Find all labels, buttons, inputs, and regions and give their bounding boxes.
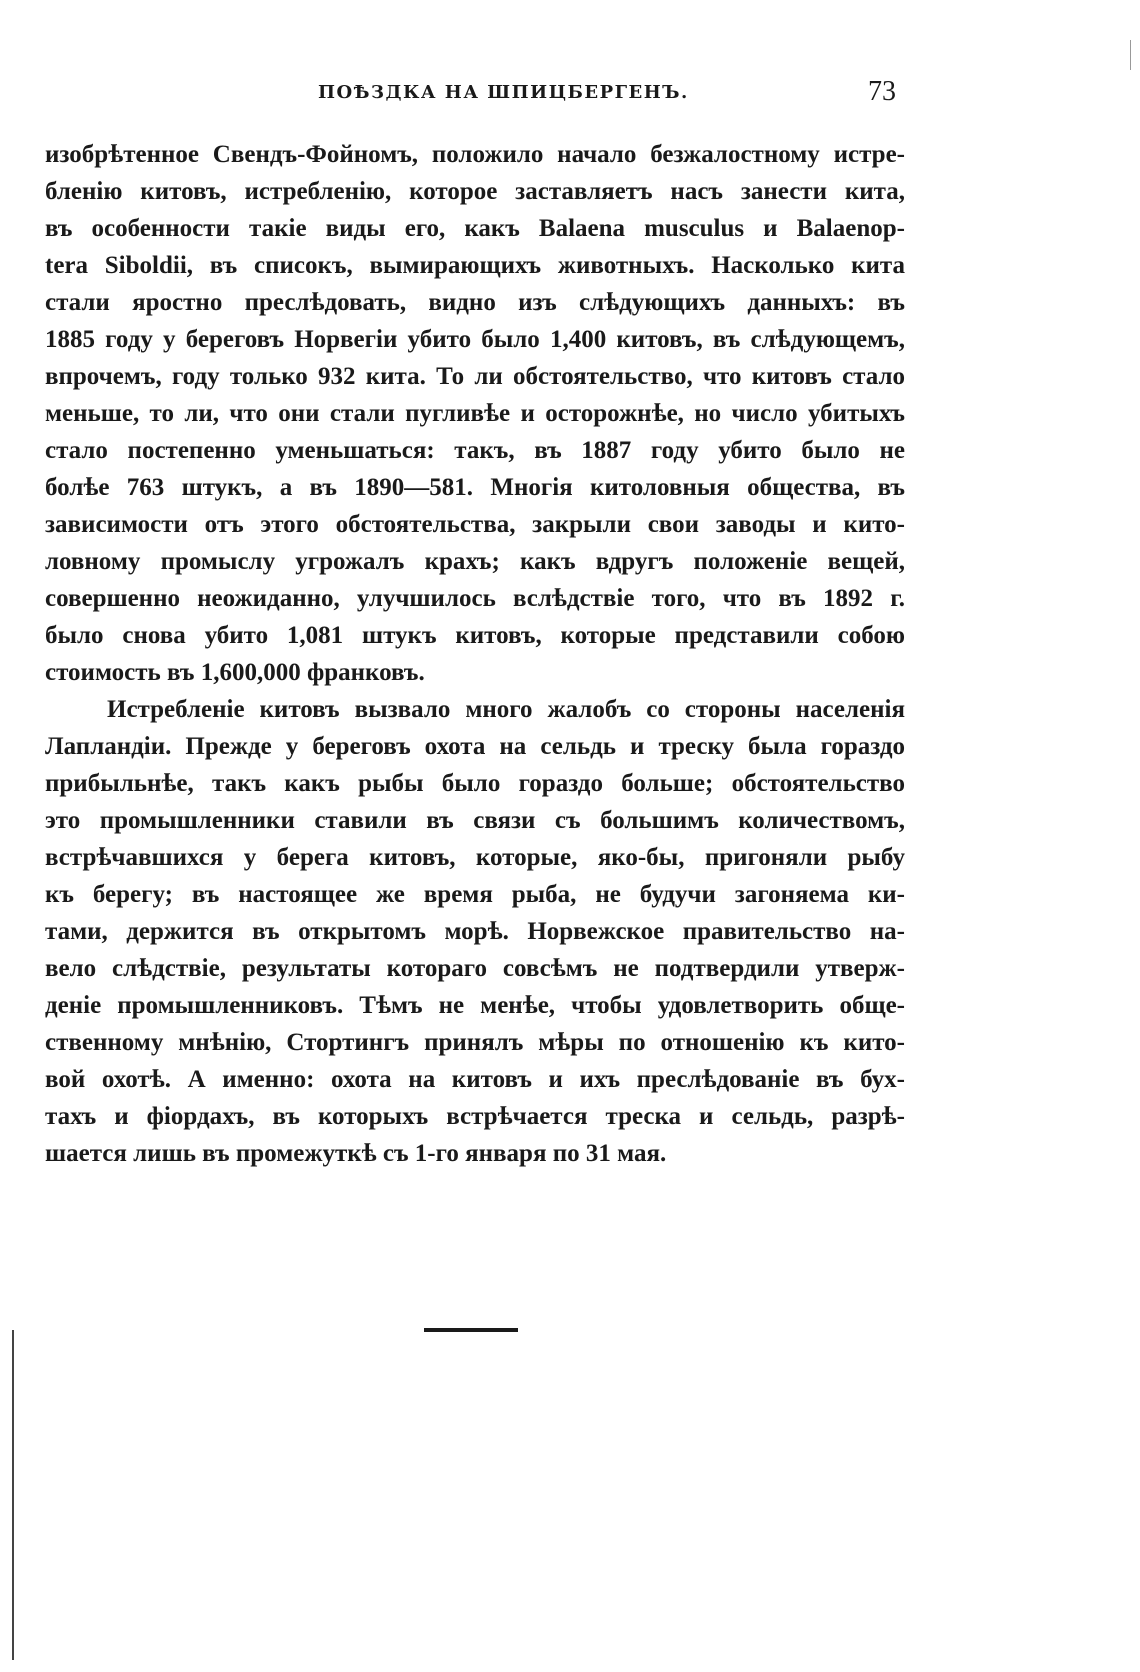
scan-margin-mark	[1130, 40, 1131, 70]
page-number: 73	[868, 76, 896, 107]
text-line: встрѣчавшихся у берега китовъ, которые, яко-бы, пригоняли рыбу	[45, 844, 905, 871]
text-line: совершенно неожиданно, улучшилось вслѣдствіе того, что въ 1892 г.	[45, 585, 905, 612]
text-line: ловному промыслу угрожалъ крахъ; какъ вдругъ положеніе вещей,	[45, 548, 905, 575]
text-line: болѣе 763 штукъ, а въ 1890—581. Многія китоловныя общества, въ	[45, 474, 905, 501]
text-line: стоимость въ 1,600,000 франковъ.	[45, 659, 425, 686]
text-line: ственному мнѣнію, Стортингъ принялъ мѣры по отношенію къ кито-	[45, 1029, 905, 1056]
text-line: tera Siboldii, въ списокъ, вымирающихъ животныхъ. Насколько кита	[45, 252, 905, 279]
text-line: впрочемъ, году только 932 кита. То ли обстоятельство, что китовъ стало	[45, 363, 905, 390]
text-line: въ особенности такіе виды его, какъ Balaena musculus и Balaenop-	[45, 215, 905, 242]
text-line: было снова убито 1,081 штукъ китовъ, которые представили собою	[45, 622, 905, 649]
text-line: деніе промышленниковъ. Тѣмъ не менѣе, чтобы удовлетворить обще-	[45, 992, 905, 1019]
text-line: стали яростно преслѣдовать, видно изъ слѣдующихъ данныхъ: въ	[45, 289, 905, 316]
text-line: вой охотѣ. А именно: охота на китовъ и ихъ преслѣдованіе въ бух-	[45, 1066, 905, 1093]
text-line: тахъ и фіордахъ, въ которыхъ встрѣчается треска и сельдь, разрѣ-	[45, 1103, 905, 1130]
section-end-rule	[424, 1328, 518, 1332]
scan-binding-edge	[12, 1330, 14, 1660]
text-line: это промышленники ставили въ связи съ большимъ количествомъ,	[45, 807, 905, 834]
text-line: зависимости отъ этого обстоятельства, закрыли свои заводы и кито-	[45, 511, 905, 538]
text-line: бленію китовъ, истребленію, которое заставляетъ насъ занести кита,	[45, 178, 905, 205]
text-line: меньше, то ли, что они стали пугливѣе и осторожнѣе, но число убитыхъ	[45, 400, 905, 427]
text-line: стало постепенно уменьшаться: такъ, въ 1887 году убито было не	[45, 437, 905, 464]
text-line: къ берегу; въ настоящее же время рыба, не будучи загоняема ки-	[45, 881, 905, 908]
running-head	[0, 76, 1140, 112]
text-line: вело слѣдствіе, результаты котораго совсѣмъ не подтвердили утверж-	[45, 955, 905, 982]
text-line: Лапландіи. Прежде у береговъ охота на сельдь и треску была гораздо	[45, 733, 905, 760]
text-line: 1885 году у береговъ Норвегіи убито было 1,400 китовъ, въ слѣдующемъ,	[45, 326, 905, 353]
text-line: тами, держится въ открытомъ морѣ. Норвежское правительство на-	[45, 918, 905, 945]
running-title: ПОѢЗДКА НА ШПИЦБЕРГЕНЪ.	[318, 82, 689, 103]
text-line: прибыльнѣе, такъ какъ рыбы было гораздо больше; обстоятельство	[45, 770, 905, 797]
text-line: изобрѣтенное Свендъ-Фойномъ, положило начало безжалостному истре-	[45, 141, 905, 168]
text-line: шается лишь въ промежуткѣ съ 1-го января по 31 мая.	[45, 1140, 667, 1167]
body-text	[45, 136, 905, 1172]
text-line: Истребленіе китовъ вызвало много жалобъ со стороны населенія	[107, 696, 905, 723]
